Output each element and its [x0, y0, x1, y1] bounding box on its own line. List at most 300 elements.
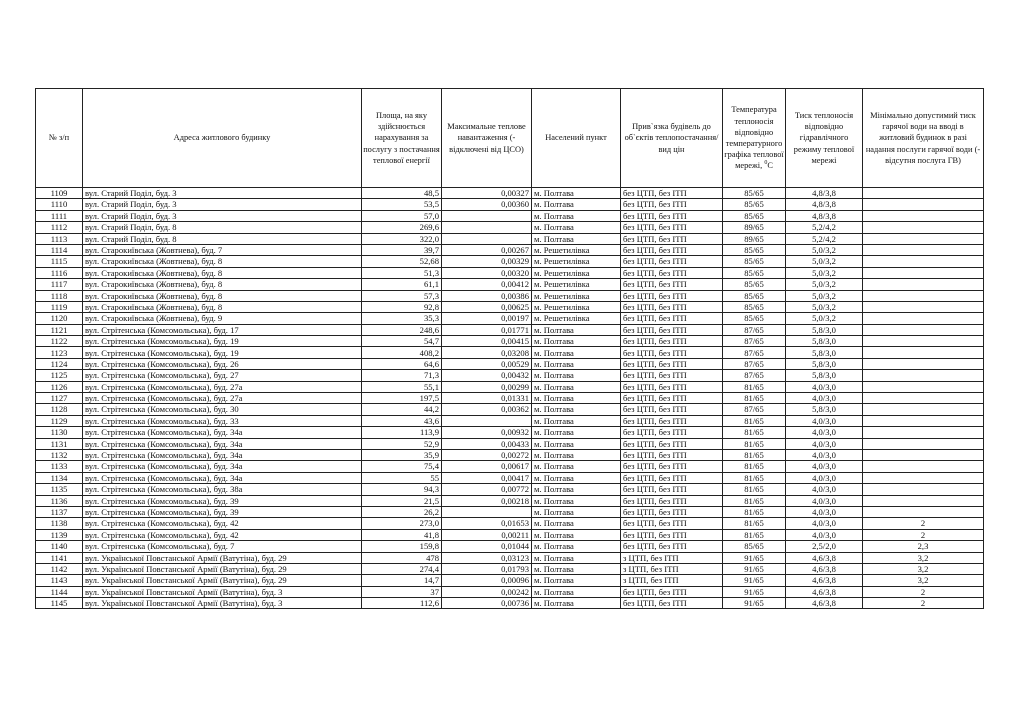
cell-temp: 87/65: [723, 347, 786, 358]
cell-link: без ЦТП, без ІТП: [621, 541, 723, 552]
cell-temp: 81/65: [723, 438, 786, 449]
cell-min-pressure: 3,2: [863, 552, 984, 563]
cell-min-pressure: [863, 438, 984, 449]
cell-address: вул. Стрітенська (Комсомольська), буд. 34а: [83, 461, 362, 472]
cell-temp: 81/65: [723, 518, 786, 529]
cell-link: без ЦТП, без ІТП: [621, 324, 723, 335]
cell-link: без ЦТП, без ІТП: [621, 472, 723, 483]
cell-num: 1116: [36, 267, 83, 278]
cell-load: 0,01044: [442, 541, 532, 552]
cell-min-pressure: [863, 393, 984, 404]
cell-min-pressure: [863, 358, 984, 369]
cell-temp: 81/65: [723, 449, 786, 460]
cell-min-pressure: [863, 472, 984, 483]
cell-press: 4,8/3,8: [786, 199, 863, 210]
cell-load: 0,01771: [442, 324, 532, 335]
cell-min-pressure: [863, 199, 984, 210]
table-row: [36, 541, 984, 552]
cell-press: 4,0/3,0: [786, 461, 863, 472]
cell-load: 0,00329: [442, 256, 532, 267]
cell-city: м. Решетилівка: [532, 290, 621, 301]
cell-load: 0,00432: [442, 370, 532, 381]
header-minp: Мінімально допустимий тиск гарячої води на вводі в житловий будинок в разі надання послуги гарячої води (-відсутня послуга ГВ): [863, 89, 984, 188]
cell-link: без ЦТП, без ІТП: [621, 449, 723, 460]
cell-area: 92,8: [362, 301, 442, 312]
cell-num: 1140: [36, 541, 83, 552]
cell-address: вул. Стрітенська (Комсомольська), буд. 33: [83, 415, 362, 426]
cell-temp: 81/65: [723, 415, 786, 426]
cell-city: м. Полтава: [532, 472, 621, 483]
cell-address: вул. Стрітенська (Комсомольська), буд. 19: [83, 336, 362, 347]
table-row: [36, 415, 984, 426]
cell-temp: 85/65: [723, 279, 786, 290]
cell-num: 1120: [36, 313, 83, 324]
cell-temp: 81/65: [723, 472, 786, 483]
cell-area: 51,3: [362, 267, 442, 278]
cell-min-pressure: [863, 313, 984, 324]
cell-address: вул. Старокиївська (Жовтнева), буд. 8: [83, 256, 362, 267]
cell-area: 55: [362, 472, 442, 483]
cell-load: 0,00412: [442, 279, 532, 290]
cell-press: 5,0/3,2: [786, 256, 863, 267]
table-row: [36, 575, 984, 586]
cell-city: м. Полтава: [532, 427, 621, 438]
cell-min-pressure: [863, 404, 984, 415]
cell-temp: 85/65: [723, 313, 786, 324]
cell-area: 37: [362, 586, 442, 597]
cell-press: 4,0/3,0: [786, 529, 863, 540]
cell-link: без ЦТП, без ІТП: [621, 461, 723, 472]
table-row: [36, 279, 984, 290]
cell-temp: 81/65: [723, 495, 786, 506]
cell-press: 5,8/3,0: [786, 347, 863, 358]
table-row: [36, 381, 984, 392]
cell-link: без ЦТП, без ІТП: [621, 598, 723, 609]
cell-city: м. Полтава: [532, 415, 621, 426]
cell-num: 1131: [36, 438, 83, 449]
cell-temp: 81/65: [723, 529, 786, 540]
cell-area: 54,7: [362, 336, 442, 347]
cell-press: 5,0/3,2: [786, 279, 863, 290]
cell-min-pressure: [863, 506, 984, 517]
cell-num: 1142: [36, 563, 83, 574]
cell-min-pressure: [863, 222, 984, 233]
cell-temp: 85/65: [723, 199, 786, 210]
cell-press: 4,0/3,0: [786, 449, 863, 460]
cell-load: [442, 415, 532, 426]
cell-temp: 81/65: [723, 461, 786, 472]
cell-address: вул. Стрітенська (Комсомольська), буд. 27а: [83, 381, 362, 392]
table-row: [36, 449, 984, 460]
header-num: № з/п: [36, 89, 83, 188]
cell-address: вул. Старокиївська (Жовтнева), буд. 8: [83, 290, 362, 301]
cell-num: 1125: [36, 370, 83, 381]
cell-load: [442, 222, 532, 233]
cell-min-pressure: [863, 233, 984, 244]
cell-min-pressure: [863, 324, 984, 335]
cell-num: 1119: [36, 301, 83, 312]
cell-area: 159,8: [362, 541, 442, 552]
cell-temp: 87/65: [723, 336, 786, 347]
cell-link: без ЦТП, без ІТП: [621, 210, 723, 221]
table-row: [36, 586, 984, 597]
cell-address: вул. Старий Поділ, буд. 3: [83, 199, 362, 210]
table-row: [36, 256, 984, 267]
cell-min-pressure: 2: [863, 586, 984, 597]
cell-city: м. Полтава: [532, 461, 621, 472]
cell-area: 21,5: [362, 495, 442, 506]
cell-link: без ЦТП, без ІТП: [621, 506, 723, 517]
degree-sup: 0: [764, 160, 768, 167]
cell-address: вул. Стрітенська (Комсомольська), буд. 39: [83, 495, 362, 506]
table-row: [36, 222, 984, 233]
cell-temp: 85/65: [723, 244, 786, 255]
table-row: [36, 529, 984, 540]
cell-address: вул. Української Повстанської Армії (Ватутіна), буд. 29: [83, 552, 362, 563]
cell-area: 322,0: [362, 233, 442, 244]
cell-city: м. Решетилівка: [532, 267, 621, 278]
header-temp-unit: C: [767, 161, 773, 171]
cell-link: з ЦТП, без ІТП: [621, 575, 723, 586]
cell-load: 0,00362: [442, 404, 532, 415]
cell-area: 41,8: [362, 529, 442, 540]
cell-address: вул. Української Повстанської Армії (Ватутіна), буд. 29: [83, 563, 362, 574]
cell-min-pressure: [863, 415, 984, 426]
table-row: [36, 267, 984, 278]
cell-area: 94,3: [362, 484, 442, 495]
table-row: [36, 233, 984, 244]
cell-load: 0,00529: [442, 358, 532, 369]
cell-area: 64,6: [362, 358, 442, 369]
header-address: Адреса житлового будинку: [83, 89, 362, 188]
cell-area: 113,9: [362, 427, 442, 438]
cell-num: 1121: [36, 324, 83, 335]
cell-address: вул. Української Повстанської Армії (Ватутіна), буд. 29: [83, 575, 362, 586]
cell-temp: 81/65: [723, 427, 786, 438]
table-row: [36, 461, 984, 472]
cell-area: 35,3: [362, 313, 442, 324]
cell-temp: 85/65: [723, 541, 786, 552]
table-row: [36, 495, 984, 506]
cell-link: без ЦТП, без ІТП: [621, 484, 723, 495]
cell-min-pressure: [863, 381, 984, 392]
table-row: [36, 290, 984, 301]
cell-press: 4,0/3,0: [786, 495, 863, 506]
cell-load: 0,00320: [442, 267, 532, 278]
cell-press: 5,8/3,0: [786, 404, 863, 415]
cell-city: м. Решетилівка: [532, 244, 621, 255]
cell-address: вул. Старий Поділ, буд. 8: [83, 222, 362, 233]
cell-link: без ЦТП, без ІТП: [621, 222, 723, 233]
table-row: [36, 563, 984, 574]
cell-city: м. Решетилівка: [532, 313, 621, 324]
cell-min-pressure: [863, 347, 984, 358]
cell-link: без ЦТП, без ІТП: [621, 381, 723, 392]
cell-link: без ЦТП, без ІТП: [621, 393, 723, 404]
cell-city: м. Полтава: [532, 598, 621, 609]
cell-link: без ЦТП, без ІТП: [621, 233, 723, 244]
cell-temp: 85/65: [723, 301, 786, 312]
cell-city: м. Полтава: [532, 438, 621, 449]
cell-load: 0,01653: [442, 518, 532, 529]
cell-press: 4,8/3,8: [786, 210, 863, 221]
cell-link: без ЦТП, без ІТП: [621, 495, 723, 506]
cell-num: 1122: [36, 336, 83, 347]
cell-num: 1130: [36, 427, 83, 438]
cell-load: 0,00772: [442, 484, 532, 495]
table-row: [36, 518, 984, 529]
cell-address: вул. Стрітенська (Комсомольська), буд. 30: [83, 404, 362, 415]
cell-min-pressure: [863, 267, 984, 278]
cell-link: без ЦТП, без ІТП: [621, 199, 723, 210]
cell-temp: 85/65: [723, 188, 786, 199]
cell-area: 55,1: [362, 381, 442, 392]
cell-min-pressure: 2: [863, 598, 984, 609]
cell-load: 0,00211: [442, 529, 532, 540]
cell-load: 0,00617: [442, 461, 532, 472]
cell-press: 4,0/3,0: [786, 506, 863, 517]
cell-num: 1145: [36, 598, 83, 609]
cell-min-pressure: [863, 188, 984, 199]
cell-load: 0,00096: [442, 575, 532, 586]
cell-area: 274,4: [362, 563, 442, 574]
cell-address: вул. Старокиївська (Жовтнева), буд. 8: [83, 279, 362, 290]
cell-press: 4,0/3,0: [786, 427, 863, 438]
cell-area: 48,5: [362, 188, 442, 199]
cell-min-pressure: [863, 484, 984, 495]
table-row: [36, 404, 984, 415]
cell-num: 1144: [36, 586, 83, 597]
cell-link: без ЦТП, без ІТП: [621, 518, 723, 529]
table-row: [36, 336, 984, 347]
cell-link: без ЦТП, без ІТП: [621, 427, 723, 438]
cell-city: м. Полтава: [532, 586, 621, 597]
header-temp-text: Температура теплоносія відповідно температурного графіка теплової мережі,: [724, 105, 784, 171]
table-row: [36, 199, 984, 210]
cell-temp: 89/65: [723, 233, 786, 244]
cell-load: 0,01793: [442, 563, 532, 574]
cell-load: 0,00932: [442, 427, 532, 438]
cell-link: без ЦТП, без ІТП: [621, 279, 723, 290]
cell-min-pressure: [863, 449, 984, 460]
table-row: [36, 324, 984, 335]
table-row: [36, 188, 984, 199]
cell-num: 1136: [36, 495, 83, 506]
cell-area: 39,7: [362, 244, 442, 255]
cell-load: 0,00218: [442, 495, 532, 506]
cell-temp: 87/65: [723, 358, 786, 369]
table-row: [36, 370, 984, 381]
cell-min-pressure: 2: [863, 518, 984, 529]
cell-area: 52,9: [362, 438, 442, 449]
cell-temp: 81/65: [723, 381, 786, 392]
cell-area: 408,2: [362, 347, 442, 358]
cell-link: без ЦТП, без ІТП: [621, 586, 723, 597]
cell-num: 1143: [36, 575, 83, 586]
cell-temp: 91/65: [723, 552, 786, 563]
cell-address: вул. Стрітенська (Комсомольська), буд. 34а: [83, 449, 362, 460]
cell-num: 1132: [36, 449, 83, 460]
cell-press: 5,8/3,0: [786, 324, 863, 335]
cell-num: 1139: [36, 529, 83, 540]
cell-city: м. Полтава: [532, 449, 621, 460]
cell-press: 4,8/3,8: [786, 188, 863, 199]
cell-city: м. Решетилівка: [532, 279, 621, 290]
cell-area: 43,6: [362, 415, 442, 426]
cell-min-pressure: 2,3: [863, 541, 984, 552]
cell-press: 5,0/3,2: [786, 267, 863, 278]
cell-temp: 81/65: [723, 484, 786, 495]
cell-area: 75,4: [362, 461, 442, 472]
cell-area: 248,6: [362, 324, 442, 335]
cell-load: 0,00360: [442, 199, 532, 210]
cell-temp: 87/65: [723, 370, 786, 381]
cell-press: 5,2/4,2: [786, 233, 863, 244]
cell-city: м. Полтава: [532, 518, 621, 529]
cell-press: 5,8/3,0: [786, 358, 863, 369]
cell-load: 0,00433: [442, 438, 532, 449]
table-row: [36, 313, 984, 324]
cell-temp: 87/65: [723, 324, 786, 335]
cell-temp: 81/65: [723, 506, 786, 517]
header-city: Населений пункт: [532, 89, 621, 188]
table-body: [36, 188, 984, 609]
cell-link: без ЦТП, без ІТП: [621, 301, 723, 312]
header-area: Площа, на яку здійснюється нарахування за послугу з постачання теплової енергії: [362, 89, 442, 188]
table-header: [36, 89, 984, 188]
table-row: [36, 598, 984, 609]
cell-temp: 91/65: [723, 563, 786, 574]
cell-city: м. Полтава: [532, 336, 621, 347]
cell-load: 0,00417: [442, 472, 532, 483]
cell-num: 1137: [36, 506, 83, 517]
cell-temp: 91/65: [723, 598, 786, 609]
cell-temp: 91/65: [723, 575, 786, 586]
cell-city: м. Полтава: [532, 381, 621, 392]
cell-city: м. Полтава: [532, 370, 621, 381]
cell-city: м. Полтава: [532, 199, 621, 210]
cell-area: 35,9: [362, 449, 442, 460]
cell-link: без ЦТП, без ІТП: [621, 188, 723, 199]
cell-press: 4,0/3,0: [786, 518, 863, 529]
cell-num: 1129: [36, 415, 83, 426]
cell-link: без ЦТП, без ІТП: [621, 404, 723, 415]
cell-address: вул. Старокиївська (Жовтнева), буд. 8: [83, 301, 362, 312]
cell-city: м. Полтава: [532, 358, 621, 369]
cell-press: 4,0/3,0: [786, 415, 863, 426]
cell-city: м. Полтава: [532, 188, 621, 199]
cell-city: м. Полтава: [532, 233, 621, 244]
cell-num: 1111: [36, 210, 83, 221]
cell-press: 4,6/3,8: [786, 586, 863, 597]
cell-area: 26,2: [362, 506, 442, 517]
cell-city: м. Полтава: [532, 324, 621, 335]
cell-load: 0,00327: [442, 188, 532, 199]
cell-city: м. Полтава: [532, 347, 621, 358]
cell-num: 1124: [36, 358, 83, 369]
cell-address: вул. Стрітенська (Комсомольська), буд. 34а: [83, 472, 362, 483]
cell-link: з ЦТП, без ІТП: [621, 552, 723, 563]
cell-min-pressure: 3,2: [863, 563, 984, 574]
cell-link: без ЦТП, без ІТП: [621, 290, 723, 301]
cell-area: 71,3: [362, 370, 442, 381]
cell-num: 1141: [36, 552, 83, 563]
cell-link: з ЦТП, без ІТП: [621, 563, 723, 574]
cell-min-pressure: 2: [863, 529, 984, 540]
cell-address: вул. Стрітенська (Комсомольська), буд. 38а: [83, 484, 362, 495]
cell-min-pressure: [863, 279, 984, 290]
cell-area: 44,2: [362, 404, 442, 415]
cell-city: м. Полтава: [532, 563, 621, 574]
cell-address: вул. Стрітенська (Комсомольська), буд. 42: [83, 529, 362, 540]
cell-link: без ЦТП, без ІТП: [621, 313, 723, 324]
cell-press: 4,6/3,8: [786, 598, 863, 609]
cell-link: без ЦТП, без ІТП: [621, 370, 723, 381]
cell-press: 4,0/3,0: [786, 381, 863, 392]
cell-num: 1117: [36, 279, 83, 290]
cell-link: без ЦТП, без ІТП: [621, 267, 723, 278]
cell-press: 5,0/3,2: [786, 313, 863, 324]
cell-load: 0,03208: [442, 347, 532, 358]
table-row: [36, 427, 984, 438]
cell-num: 1109: [36, 188, 83, 199]
cell-address: вул. Стрітенська (Комсомольська), буд. 42: [83, 518, 362, 529]
cell-area: 478: [362, 552, 442, 563]
table-row: [36, 301, 984, 312]
cell-area: 61,1: [362, 279, 442, 290]
cell-area: 197,5: [362, 393, 442, 404]
cell-city: м. Полтава: [532, 210, 621, 221]
cell-temp: 87/65: [723, 404, 786, 415]
table-row: [36, 210, 984, 221]
cell-area: 52,68: [362, 256, 442, 267]
cell-min-pressure: 3,2: [863, 575, 984, 586]
cell-press: 4,0/3,0: [786, 484, 863, 495]
cell-load: [442, 233, 532, 244]
table-row: [36, 347, 984, 358]
cell-temp: 89/65: [723, 222, 786, 233]
cell-link: без ЦТП, без ІТП: [621, 415, 723, 426]
cell-temp: 81/65: [723, 393, 786, 404]
table-row: [36, 393, 984, 404]
cell-city: м. Решетилівка: [532, 256, 621, 267]
cell-link: без ЦТП, без ІТП: [621, 438, 723, 449]
cell-area: 269,6: [362, 222, 442, 233]
cell-min-pressure: [863, 370, 984, 381]
cell-num: 1123: [36, 347, 83, 358]
cell-address: вул. Стрітенська (Комсомольська), буд. 7: [83, 541, 362, 552]
cell-press: 4,0/3,0: [786, 393, 863, 404]
cell-num: 1134: [36, 472, 83, 483]
cell-min-pressure: [863, 336, 984, 347]
cell-num: 1113: [36, 233, 83, 244]
cell-min-pressure: [863, 256, 984, 267]
cell-press: 5,0/3,2: [786, 301, 863, 312]
table-row: [36, 244, 984, 255]
table-row: [36, 358, 984, 369]
cell-city: м. Полтава: [532, 575, 621, 586]
cell-city: м. Полтава: [532, 529, 621, 540]
cell-address: вул. Стрітенська (Комсомольська), буд. 19: [83, 347, 362, 358]
cell-load: 0,00299: [442, 381, 532, 392]
cell-address: вул. Старий Поділ, буд. 8: [83, 233, 362, 244]
cell-press: 4,6/3,8: [786, 552, 863, 563]
cell-city: м. Полтава: [532, 222, 621, 233]
cell-address: вул. Стрітенська (Комсомольська), буд. 39: [83, 506, 362, 517]
cell-load: 0,00267: [442, 244, 532, 255]
header-press: Тиск теплоносія відповідно гідравлічного режиму теплової мережі: [786, 89, 863, 188]
cell-address: вул. Старий Поділ, буд. 3: [83, 210, 362, 221]
